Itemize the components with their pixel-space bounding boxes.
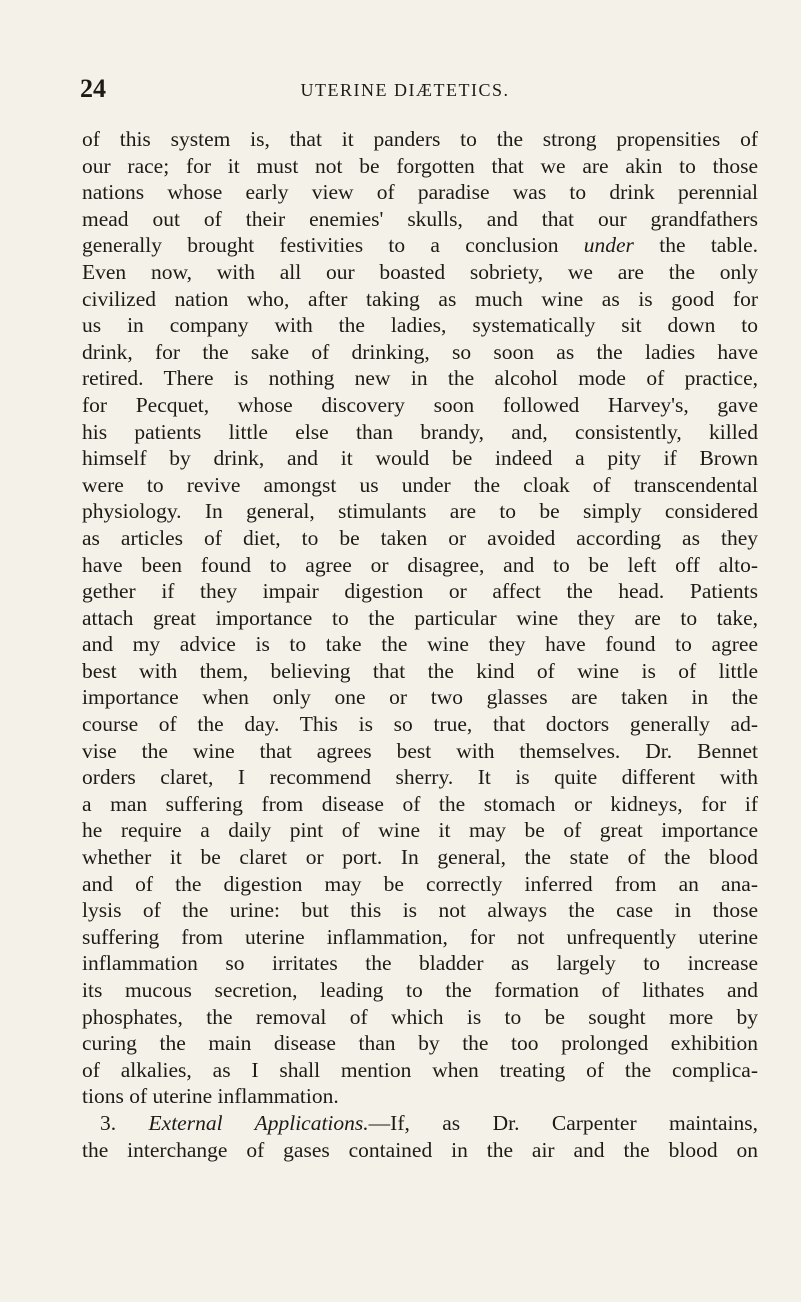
text-line: course of the day. This is so true, that doctors generally ad- (82, 712, 758, 737)
text-line: whether it be claret or port. In general, the state of the blood (82, 845, 758, 870)
text-line: orders claret, I recommend sherry. It is quite different with (82, 765, 758, 790)
text-line: and my advice is to take the wine they have found to agree (82, 632, 758, 657)
text-line: his patients little else than brandy, and, consistently, killed (82, 419, 758, 444)
text-line: as articles of diet, to be taken or avoided according as they (82, 525, 758, 550)
paragraph-1 (82, 126, 758, 1110)
text-line: he require a daily pint of wine it may be of great importance (82, 818, 758, 843)
text-line: and of the digestion may be correctly inferred from an ana- (82, 871, 758, 896)
page-number: 24 (80, 74, 106, 103)
text-line: our race; for it must not be forgotten that we are akin to those (82, 153, 758, 178)
text-line: have been found to agree or disagree, and to be left off alto- (82, 552, 758, 577)
text-line: vise the wine that agrees best with themselves. Dr. Bennet (82, 738, 758, 763)
text-line: civilized nation who, after taking as much wine as is good for (82, 286, 758, 311)
text-segment: —If, as Dr. Carpenter maintains, (368, 1110, 758, 1135)
body-text (82, 126, 758, 1163)
text-line: nations whose early view of paradise was to drink perennial (82, 180, 758, 205)
paragraph-2 (82, 1110, 758, 1163)
text-line: the interchange of gases contained in the air and the blood on (82, 1137, 758, 1162)
text-line: Even now, with all our boasted sobriety, we are the only (82, 259, 758, 284)
text-line: gether if they impair digestion or affect the head. Patients (82, 579, 758, 604)
text-line: best with them, believing that the kind of wine is of little (82, 658, 758, 683)
text-segment: generally brought festivities to a conclusion (82, 233, 584, 258)
text-line (82, 1110, 758, 1137)
emphasis-under: under (583, 233, 634, 258)
text-line: for Pecquet, whose discovery soon followed Harvey's, gave (82, 392, 758, 417)
text-line: of alkalies, as I shall mention when treating of the complica- (82, 1057, 758, 1082)
text-line: us in company with the ladies, systematically sit down to (82, 313, 758, 338)
text-line: mead out of their enemies' skulls, and that our grandfathers (82, 206, 758, 231)
text-line: retired. There is nothing new in the alcohol mode of practice, (82, 366, 758, 391)
section-heading: External Applications. (148, 1110, 369, 1135)
text-line (82, 232, 758, 259)
section-number: 3. (100, 1110, 117, 1135)
running-title: UTERINE DIÆTETICS. (300, 80, 510, 100)
text-line: physiology. In general, stimulants are to be simply considered (82, 499, 758, 524)
text-segment: the table. (633, 233, 758, 258)
text-line: a man suffering from disease of the stomach or kidneys, for if (82, 791, 758, 816)
text-line: tions of uterine inflammation. (82, 1084, 339, 1109)
text-line: himself by drink, and it would be indeed a pity if Brown (82, 446, 758, 471)
text-line: inflammation so irritates the bladder as largely to increase (82, 951, 758, 976)
text-line: drink, for the sake of drinking, so soon as the ladies have (82, 339, 758, 364)
text-line: phosphates, the removal of which is to be sought more by (82, 1004, 758, 1029)
text-line: its mucous secretion, leading to the formation of lithates and (82, 978, 758, 1002)
text-line: suffering from uterine inflammation, for not unfrequently uterine (82, 924, 758, 949)
text-line: curing the main disease than by the too prolonged exhibition (82, 1031, 758, 1056)
text-line: were to revive amongst us under the cloak of transcendental (82, 472, 758, 497)
text-line: importance when only one or two glasses are taken in the (82, 685, 758, 710)
page-header (80, 74, 730, 104)
text-line: lysis of the urine: but this is not always the case in those (82, 898, 758, 923)
text-line: attach great importance to the particular wine they are to take, (82, 605, 758, 630)
text-line: of this system is, that it panders to the strong propensities of (82, 127, 758, 151)
